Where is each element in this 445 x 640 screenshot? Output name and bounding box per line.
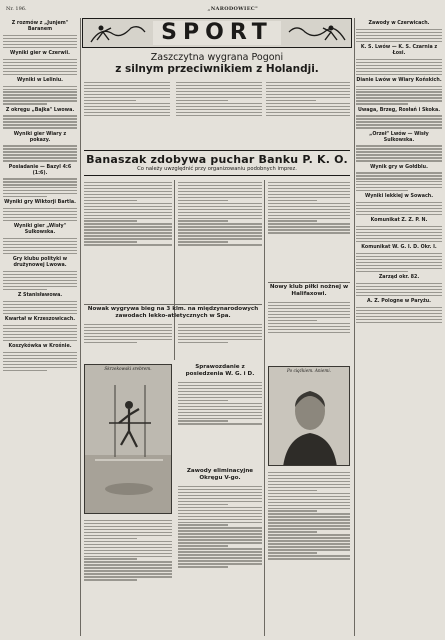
column-rule (264, 180, 265, 636)
text-lines (3, 86, 77, 105)
lead-body-column (84, 80, 170, 146)
photo-image (85, 365, 172, 514)
column-rule (174, 180, 175, 360)
text-lines (84, 520, 172, 581)
text-lines (3, 145, 77, 161)
text-lines (356, 115, 442, 128)
text-lines (3, 325, 77, 341)
text-lines (356, 253, 442, 272)
column-headline: Uwaga, Brzeg, Rosłań i Skoka. (357, 107, 441, 113)
nowak-body (84, 322, 172, 360)
column-headline: Komunikat Z. Z. P. N. (370, 218, 428, 224)
photo-body (84, 518, 172, 630)
new-club-headline: Nowy klub piłki nożnej w Halifaxowi. (269, 284, 349, 297)
text-lines (356, 202, 442, 215)
text-lines (3, 35, 77, 48)
column-headline: Z rozmów z „Junjem" Baranem (11, 21, 69, 32)
text-lines (356, 226, 442, 242)
column-headline: K. S. Lwów — K. S. Czarnia z Łosi. (360, 44, 438, 56)
text-lines (178, 182, 262, 246)
column-rule (354, 18, 355, 636)
running-head (6, 4, 439, 14)
text-lines (3, 208, 77, 221)
column-headline: Dianie Lwów w Wiary Końskich. (356, 77, 442, 83)
portrait-body (268, 470, 350, 630)
text-lines (3, 271, 77, 290)
feature-title: Banaszak zdobywa puchar Banku P. K. O. (86, 153, 348, 166)
column-headline: Z okręgu „Bajka" Lwowa. (5, 107, 75, 113)
photo-caption: Skrzekowski srebrem. (104, 366, 152, 371)
left-column (3, 18, 77, 636)
text-lines (356, 59, 442, 75)
text-lines (268, 472, 350, 560)
column-headline: Gry klubu polityki w drużynowej Lwowa. (12, 257, 68, 269)
folio-left: Nr. 196. (6, 6, 27, 12)
photo-portrait (268, 366, 350, 466)
column-headline: Wyniki gier „Wisły" Sulkowska. (13, 224, 67, 236)
column-rule (80, 18, 81, 636)
text-lines (3, 301, 77, 314)
lead-line-2: z silnym przeciwnikiem z Holandji. (115, 63, 319, 75)
sprawozdanie-headline: Sprawozdanie z posiedzenia W. G. i D. (185, 364, 255, 377)
paper-name: „NARODOWIEC" (207, 6, 258, 12)
column-headline: Koszykówka w Krośnie. (8, 343, 72, 349)
column-headline: Zawody w Czerwicach. (368, 21, 430, 26)
divider (84, 304, 262, 305)
photo-caption: Po ciężkiem. Aniemi. (286, 368, 332, 373)
lead-headline (84, 52, 350, 75)
feature-subtitle: Co należy uwzględnić przy organizowaniu podobnych imprez. (137, 166, 297, 172)
text-lines (3, 352, 77, 371)
lead-body-column (266, 80, 350, 146)
divider (268, 282, 350, 283)
text-lines (84, 82, 170, 116)
column-headline: Kwartał w Krzeszowicach. (4, 317, 76, 323)
column-headline: Wyniki gier Wiary z pokazy. (13, 131, 67, 143)
text-lines (178, 382, 262, 425)
column-headline: Posiadanie — Bazyl 4:6 (1:6). (8, 164, 72, 176)
column-headline: Z Stanisławowa. (17, 293, 63, 299)
column-headline: Wyniki gier w Czerwii. (10, 50, 70, 56)
text-lines (266, 82, 350, 116)
new-club-body (268, 300, 350, 362)
right-column (356, 18, 442, 636)
column-headline: Zarząd okr. 82. (378, 275, 420, 281)
feature-body-column (178, 180, 262, 300)
column-headline: Wyniki gry Wiktorji Bartla. (4, 200, 76, 206)
nowak-body (178, 322, 262, 360)
lead-line-1: Zaszczytna wygrana Pogoni (150, 52, 284, 63)
text-lines (356, 283, 442, 296)
column-headline: Wynik gry w Gołdblu. (370, 164, 428, 170)
athlete-illustration (287, 22, 347, 45)
text-lines (178, 324, 262, 343)
zawody-headline: Zawody eliminacyjne Okręgu V-go. (186, 468, 254, 481)
column-headline: Wyniki lekkiej w Sowach. (364, 194, 434, 200)
photo-image (269, 367, 350, 466)
text-lines (356, 145, 442, 161)
text-lines (3, 59, 77, 75)
section-title: SPORT (153, 21, 281, 45)
text-lines (268, 302, 350, 333)
text-lines (356, 29, 442, 42)
photo-skrzekowski (84, 364, 172, 514)
column-headline: „Orzeł" Lwów — Wisły Sulkowska. (369, 131, 429, 143)
athlete-illustration (87, 22, 147, 45)
text-lines (356, 307, 442, 323)
text-lines (3, 178, 77, 197)
text-lines (356, 172, 442, 191)
text-lines (178, 486, 262, 568)
nowak-headline: Nowak wygrywa bieg na 3 klm. na międzynarodowych zawodach lekko-atletycznych w Spa. (87, 306, 259, 319)
lead-body-column (176, 80, 262, 146)
sprawozdanie-body (178, 380, 262, 460)
text-lines (356, 86, 442, 105)
column-headline: A. Z. Pologne w Paryżu. (366, 299, 432, 305)
text-lines (84, 324, 172, 343)
feature-headline (84, 150, 350, 176)
zawody-body (178, 484, 262, 630)
text-lines (84, 182, 172, 246)
text-lines (176, 82, 262, 116)
text-lines (3, 238, 77, 254)
feature-body-column (268, 180, 350, 280)
column-headline: Wyniki w Leliniu. (17, 77, 63, 83)
sport-banner (82, 18, 352, 48)
column-headline: Komunikat W. G. I. D. Okr. I. (361, 245, 437, 251)
feature-body-column (84, 180, 172, 300)
text-lines (3, 115, 77, 128)
text-lines (268, 182, 350, 234)
